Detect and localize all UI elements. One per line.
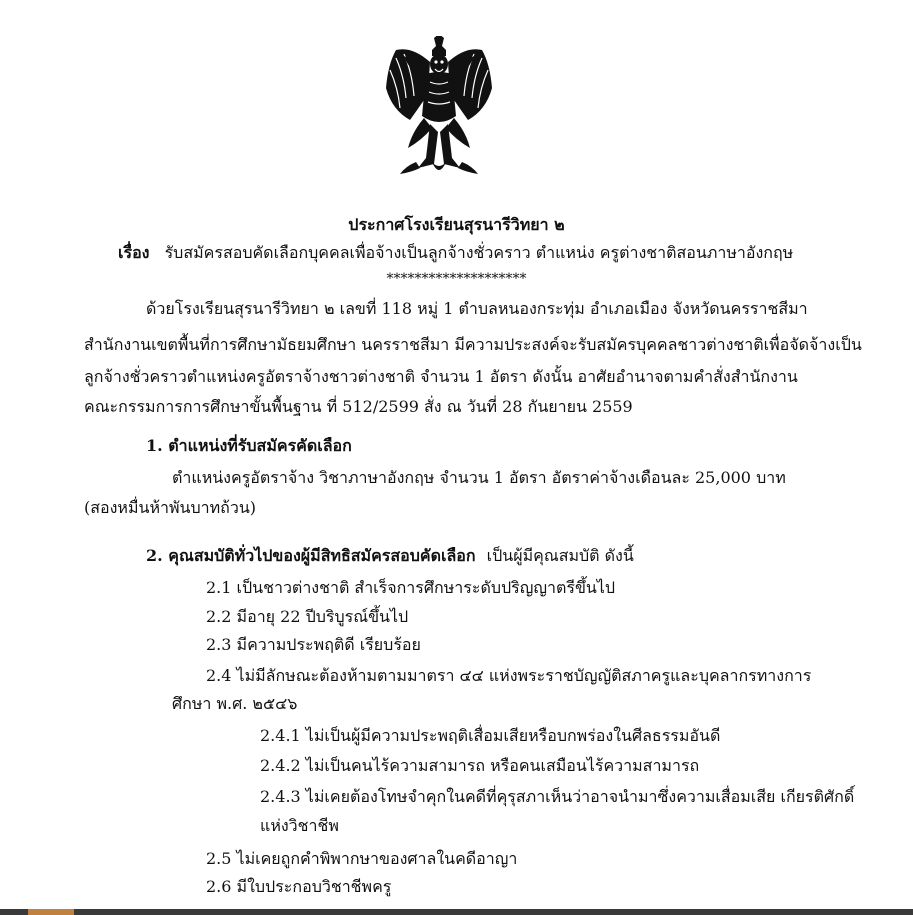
list-subitem: 2.4.3 ไม่เคยต้องโทษจำคุกในคดีที่คุรุสภาเห็นว่าอาจนำมาซึ่งความเสื่อมเสีย เกียรติศักดิ์ [260,787,855,806]
list-subitem: 2.4.2 ไม่เป็นคนไร้ความสามารถ หรือคนเสมือนไร้ความสามารถ [260,756,700,775]
subject-line [118,242,793,264]
list-item: 2.6 มีใบประกอบวิชาชีพครู [206,877,392,896]
list-item: 2.4 ไม่มีลักษณะต้องห้ามตามมาตรา ๔๔ แห่งพระราชบัญญัติสภาครูและบุคลากรทางการ [206,666,812,685]
list-item: 2.1 เป็นชาวต่างชาติ สำเร็จการศึกษาระดับปริญญาตรีขึ้นไป [206,578,616,597]
intro-line: สำนักงานเขตพื้นที่การศึกษามัธยมศึกษา นครราชสีมา มีความประสงค์จะรับสมัครบุคคลชาวต่างชาติเพื่อจัดจ้างเป็น [84,335,862,354]
section-1-line: ตำแหน่งครูอัตราจ้าง วิชาภาษาอังกฤษ จำนวน 1 อัตรา อัตราค่าจ้างเดือนละ 25,000 บาท [172,468,786,487]
intro-line: คณะกรรมการการศึกษาขั้นพื้นฐาน ที่ 512/2599 สั่ง ณ วันที่ 28 กันยายน 2559 [84,397,633,416]
list-item: 2.5 ไม่เคยถูกคำพิพากษาของศาลในคดีอาญา [206,849,518,868]
viewer-bottom-accent [28,909,74,915]
subject-text: รับสมัครสอบคัดเลือกบุคคลเพื่อจ้างเป็นลูกจ้างชั่วคราว ตำแหน่ง ครูต่างชาติสอนภาษาอังกฤษ [164,243,794,262]
separator: ******************** [386,271,527,287]
subject-label: เรื่อง [118,243,150,262]
list-item: 2.2 มีอายุ 22 ปีบริบูรณ์ขึ้นไป [206,607,409,626]
list-item-continuation: ศึกษา พ.ศ. ๒๕๔๖ [172,694,298,713]
viewer-bottom-bar [0,909,913,915]
intro-line: ด้วยโรงเรียนสุรนารีวิทยา ๒ เลขที่ 118 หมู่ 1 ตำบลหนองกระทุ่ม อำเภอเมือง จังหวัดนครราชสีมา [146,299,808,318]
list-subitem: 2.4.1 ไม่เป็นผู้มีความประพฤติเสื่อมเสียหรือบกพร่องในศีลธรรมอันดี [260,726,721,745]
section-1-title: 1. ตำแหน่งที่รับสมัครคัดเลือก [146,436,352,455]
garuda-emblem [382,36,496,178]
document-heading: ประกาศโรงเรียนสุรนารีวิทยา ๒ [348,215,565,234]
intro-line: ลูกจ้างชั่วคราวตำแหน่งครูอัตราจ้างชาวต่างชาติ จำนวน 1 อัตรา ดังนั้น อาศัยอำนาจตามคำสั่งสำนักงาน [84,367,798,386]
section-2-title-tail: เป็นผู้มีคุณสมบัติ ดังนี้ [486,546,634,565]
list-subitem-continuation: แห่งวิชาชีพ [260,816,339,835]
section-2-title-line [146,545,634,567]
section-1-line: (สองหมื่นห้าพันบาทถ้วน) [84,498,257,517]
list-item: 2.3 มีความประพฤติดี เรียบร้อย [206,635,421,654]
section-2-title: 2. คุณสมบัติทั่วไปของผู้มีสิทธิสมัครสอบคัดเลือก [146,546,476,565]
